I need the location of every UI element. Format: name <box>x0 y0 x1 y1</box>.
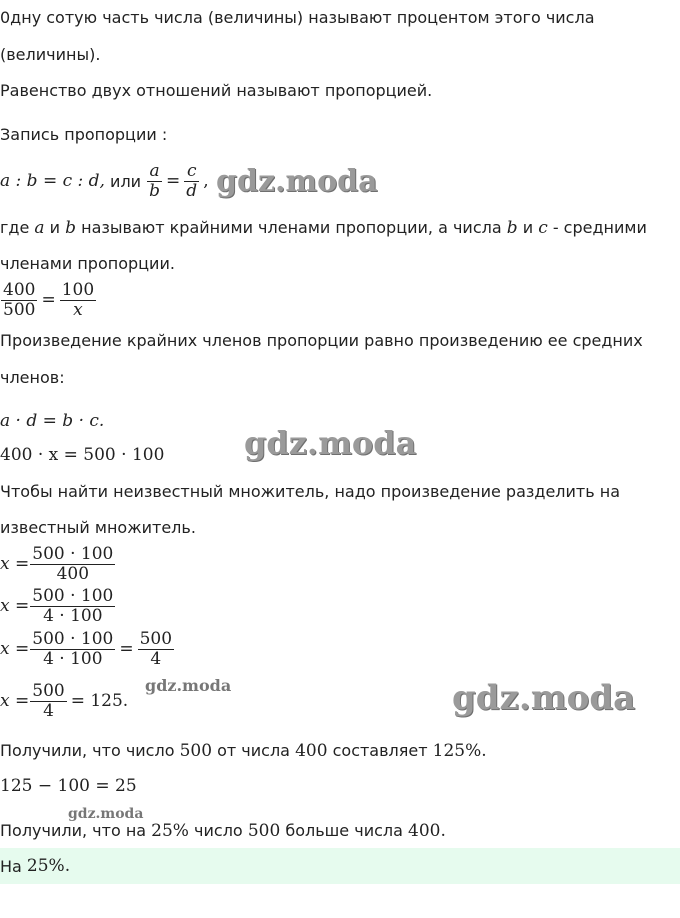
fraction-step-3 <box>30 630 115 669</box>
ratio-expression: a : b = c : d, <box>0 171 105 191</box>
extremes-means-line2: членами пропорции. <box>0 254 175 273</box>
unknown-factor-rule-line2: известный множитель. <box>0 518 196 537</box>
watermark-logo: gdz.moda <box>216 164 378 199</box>
text-segment: от числа <box>212 741 296 760</box>
text-segment: и <box>44 218 66 237</box>
equals-sign: = <box>166 171 181 191</box>
or-word: или <box>104 171 147 191</box>
watermark-logo: gdz.moda <box>68 806 144 822</box>
lhs-x: x = <box>0 691 30 711</box>
definition-percent-line1: 0дну сотую часть числа (величины) называют процентом этого числа <box>0 8 595 27</box>
fraction-400-over-500 <box>1 281 37 320</box>
fraction-numerator: a <box>149 160 160 181</box>
fraction-step-1 <box>30 545 115 584</box>
proportion-record-formula <box>0 158 212 204</box>
fraction-numerator: 500 · 100 <box>32 585 114 606</box>
solution-step-4 <box>0 678 131 724</box>
var-b: b <box>65 218 77 238</box>
conclusion-percent <box>0 741 487 761</box>
fraction-step-2 <box>30 587 115 626</box>
proportion-equation <box>0 276 97 324</box>
fraction-denominator: 4 <box>30 701 66 721</box>
number-400: 400. <box>408 821 446 841</box>
text-segment: больше числа <box>280 821 408 840</box>
extremes-means-line1 <box>0 218 647 238</box>
product-rule-line1: Произведение крайних членов пропорции равно произведению ее средних <box>0 331 643 350</box>
unknown-factor-rule-line1: Чтобы найти неизвестный множитель, надо произведение разделить на <box>0 482 621 501</box>
comma: , <box>203 171 209 191</box>
proportion-record-label: Запись пропорции : <box>0 125 168 144</box>
text-segment: где <box>0 218 35 237</box>
fraction-numerator: 500 · 100 <box>32 628 114 649</box>
product-identity-formula: a · d = b · c. <box>0 411 105 431</box>
answer-prefix: На <box>0 856 27 876</box>
fraction-denominator: 400 <box>30 564 115 584</box>
text-segment: Получили, что на <box>0 821 152 840</box>
text-segment: составляет <box>327 741 433 760</box>
percent-125: 125%. <box>432 741 487 761</box>
text-segment: Получили, что число <box>0 741 180 760</box>
fraction-a-over-b <box>147 162 162 201</box>
watermark-logo: gdz.moda <box>452 678 636 718</box>
number-500: 500 <box>179 741 213 761</box>
fraction-denominator: 4 <box>138 649 174 669</box>
fraction-numerator: c <box>186 160 197 181</box>
number-400: 400 <box>295 741 328 761</box>
product-rule-line2: членов: <box>0 368 65 387</box>
text-segment: число <box>188 821 248 840</box>
solution-step-1 <box>0 542 116 586</box>
lhs-x: x = <box>0 554 30 574</box>
fraction-denominator: 4 · 100 <box>30 649 115 669</box>
fraction-numerator: 500 <box>139 628 173 649</box>
fraction-numerator: 500 <box>32 680 65 701</box>
var-c: c <box>538 218 548 238</box>
answer-box <box>0 848 680 884</box>
fraction-denominator: 500 <box>3 299 36 320</box>
product-equation: 400 · x = 500 · 100 <box>0 445 165 465</box>
fraction-100-over-x <box>60 281 96 320</box>
fraction-step-3b <box>138 630 174 669</box>
solution-step-2 <box>0 584 116 628</box>
text-segment: - средними <box>547 218 647 237</box>
fraction-c-over-d <box>184 162 199 201</box>
var-a: a <box>34 218 45 238</box>
result-value: = 125. <box>70 691 129 711</box>
difference-equation: 125 − 100 = 25 <box>0 776 137 796</box>
fraction-denominator: d <box>186 180 198 201</box>
fraction-numerator: 100 <box>61 279 95 300</box>
fraction-numerator: 400 <box>3 279 36 300</box>
definition-percent-line2: (величины). <box>0 45 101 64</box>
fraction-denominator: 4 · 100 <box>30 606 115 626</box>
text-segment: называют крайними членами пропорции, а числа <box>76 218 507 237</box>
equals-sign: = <box>119 639 134 659</box>
lhs-x: x = <box>0 596 30 616</box>
percent-25: 25% <box>151 821 189 841</box>
text-segment: и <box>517 218 539 237</box>
number-500: 500 <box>247 821 281 841</box>
watermark-logo: gdz.moda <box>244 424 417 462</box>
definition-proportion: Равенство двух отношений называют пропорцией. <box>0 81 433 100</box>
equals-sign: = <box>41 290 56 310</box>
conclusion-difference <box>0 821 446 841</box>
answer-value: 25%. <box>26 856 71 876</box>
var-b: b <box>506 218 518 238</box>
fraction-numerator: 500 · 100 <box>32 543 114 564</box>
fraction-denominator: b <box>149 180 161 201</box>
lhs-x: x = <box>0 639 30 659</box>
watermark-logo: gdz.moda <box>145 676 232 695</box>
fraction-step-4 <box>30 682 66 721</box>
fraction-denominator: x <box>60 300 96 320</box>
solution-step-3 <box>0 626 175 672</box>
